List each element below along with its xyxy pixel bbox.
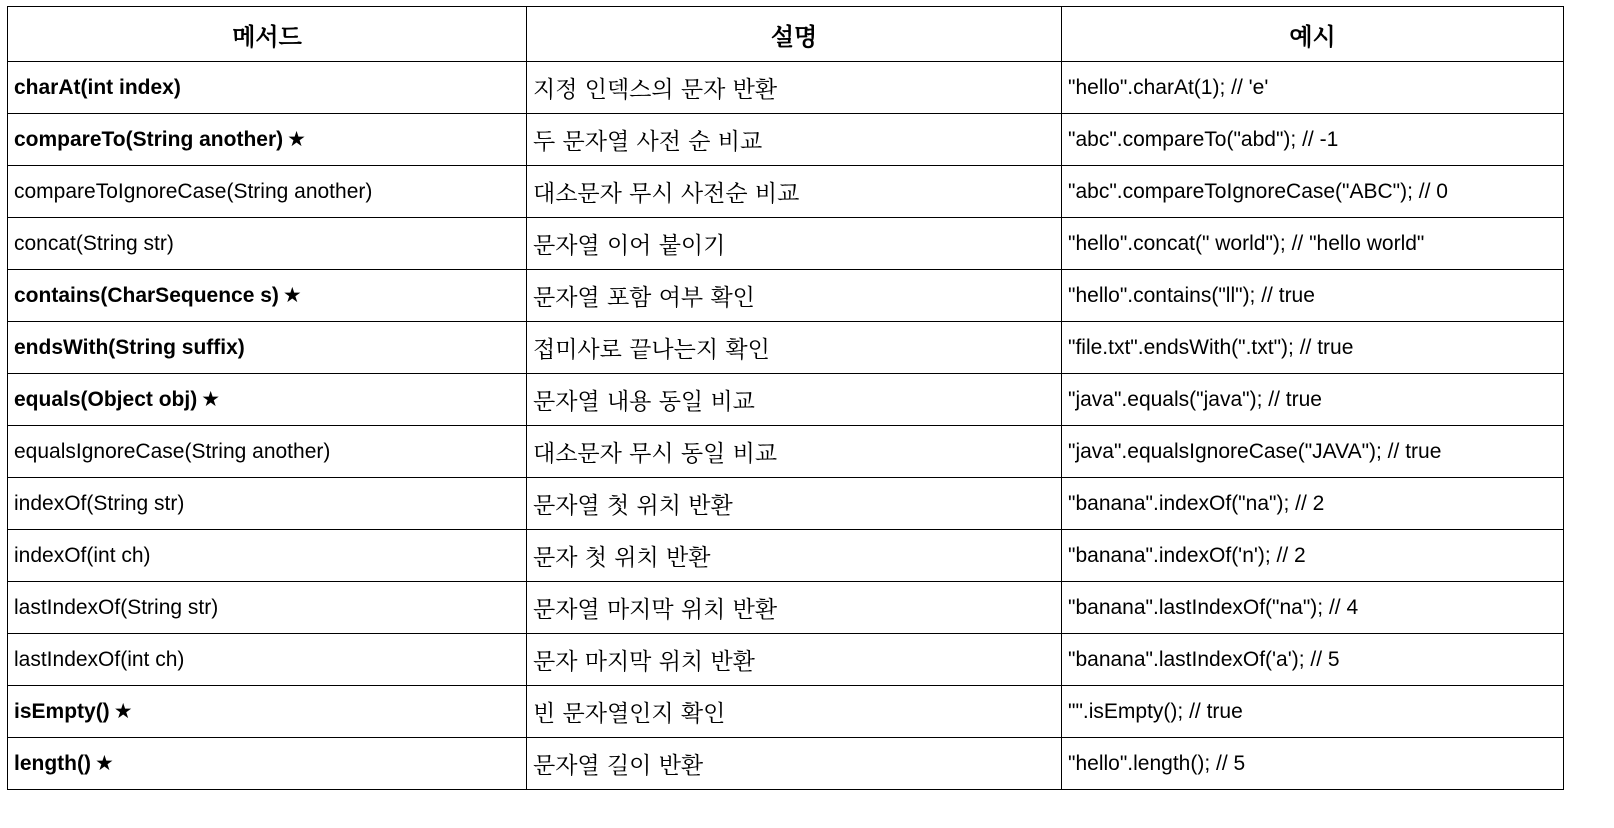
description-cell: 대소문자 무시 동일 비교: [527, 426, 1062, 478]
method-name: compareTo(String another): [14, 128, 284, 151]
table-row: [8, 166, 1564, 218]
table-row: [8, 738, 1564, 790]
description-cell: 지정 인덱스의 문자 반환: [527, 62, 1062, 114]
method-name: charAt(int index): [14, 75, 181, 99]
description-cell: 두 문자열 사전 순 비교: [527, 114, 1062, 166]
method-name: compareToIgnoreCase(String another): [14, 179, 373, 203]
method-cell: [8, 686, 527, 738]
method-name: concat(String str): [14, 231, 174, 255]
table-row: [8, 426, 1564, 478]
string-methods-table: [7, 6, 1564, 790]
table-row: [8, 634, 1564, 686]
table-row: [8, 478, 1564, 530]
description-cell: 문자열 이어 붙이기: [527, 218, 1062, 270]
description-cell: 문자열 마지막 위치 반환: [527, 582, 1062, 634]
header-example: 예시: [1062, 7, 1564, 62]
description-cell: 접미사로 끝나는지 확인: [527, 322, 1062, 374]
method-cell: [8, 374, 527, 426]
description-cell: 문자 첫 위치 반환: [527, 530, 1062, 582]
description-cell: 문자열 첫 위치 반환: [527, 478, 1062, 530]
method-name: equalsIgnoreCase(String another): [14, 439, 331, 463]
method-cell: [8, 166, 527, 218]
table-row: [8, 62, 1564, 114]
method-name: lastIndexOf(String str): [14, 595, 219, 619]
method-name: endsWith(String suffix): [14, 335, 245, 359]
example-cell: "banana".lastIndexOf('a'); // 5: [1062, 634, 1564, 686]
method-cell: [8, 218, 527, 270]
method-cell: [8, 530, 527, 582]
method-cell: [8, 582, 527, 634]
description-cell: 빈 문자열인지 확인: [527, 686, 1062, 738]
method-name: indexOf(int ch): [14, 543, 151, 567]
method-cell: [8, 62, 527, 114]
example-cell: "".isEmpty(); // true: [1062, 686, 1564, 738]
description-cell: 문자열 포함 여부 확인: [527, 270, 1062, 322]
method-cell: [8, 634, 527, 686]
table-row: [8, 582, 1564, 634]
header-row: [8, 7, 1564, 62]
table-row: [8, 374, 1564, 426]
table-row: [8, 686, 1564, 738]
method-cell: [8, 270, 527, 322]
table-row: [8, 322, 1564, 374]
example-cell: "java".equalsIgnoreCase("JAVA"); // true: [1062, 426, 1564, 478]
method-cell: [8, 426, 527, 478]
method-name: isEmpty(): [14, 700, 110, 723]
example-cell: "banana".lastIndexOf("na"); // 4: [1062, 582, 1564, 634]
star-icon: ★: [94, 751, 114, 775]
star-icon: ★: [282, 283, 302, 307]
method-name: contains(CharSequence s): [14, 284, 279, 307]
method-cell: [8, 478, 527, 530]
description-cell: 문자 마지막 위치 반환: [527, 634, 1062, 686]
table-row: [8, 114, 1564, 166]
method-name: lastIndexOf(int ch): [14, 647, 185, 671]
example-cell: "hello".contains("ll"); // true: [1062, 270, 1564, 322]
method-cell: [8, 738, 527, 790]
table-row: [8, 270, 1564, 322]
example-cell: "hello".concat(" world"); // "hello world": [1062, 218, 1564, 270]
example-cell: "hello".charAt(1); // 'e': [1062, 62, 1564, 114]
table-body: [8, 62, 1564, 790]
table-row: [8, 218, 1564, 270]
method-cell: [8, 322, 527, 374]
star-icon: ★: [201, 387, 221, 411]
method-name: equals(Object obj): [14, 388, 198, 411]
example-cell: "abc".compareToIgnoreCase("ABC"); // 0: [1062, 166, 1564, 218]
method-cell: [8, 114, 527, 166]
example-cell: "banana".indexOf("na"); // 2: [1062, 478, 1564, 530]
method-name: length(): [14, 752, 91, 775]
star-icon: ★: [113, 699, 133, 723]
example-cell: "hello".length(); // 5: [1062, 738, 1564, 790]
header-method: 메서드: [8, 7, 527, 62]
example-cell: "java".equals("java"); // true: [1062, 374, 1564, 426]
example-cell: "banana".indexOf('n'); // 2: [1062, 530, 1564, 582]
example-cell: "abc".compareTo("abd"); // -1: [1062, 114, 1564, 166]
description-cell: 문자열 내용 동일 비교: [527, 374, 1062, 426]
description-cell: 문자열 길이 반환: [527, 738, 1062, 790]
header-description: 설명: [527, 7, 1062, 62]
star-icon: ★: [287, 127, 306, 151]
method-name: indexOf(String str): [14, 491, 185, 515]
description-cell: 대소문자 무시 사전순 비교: [527, 166, 1062, 218]
example-cell: "file.txt".endsWith(".txt"); // true: [1062, 322, 1564, 374]
table-header: [8, 7, 1564, 62]
table-row: [8, 530, 1564, 582]
